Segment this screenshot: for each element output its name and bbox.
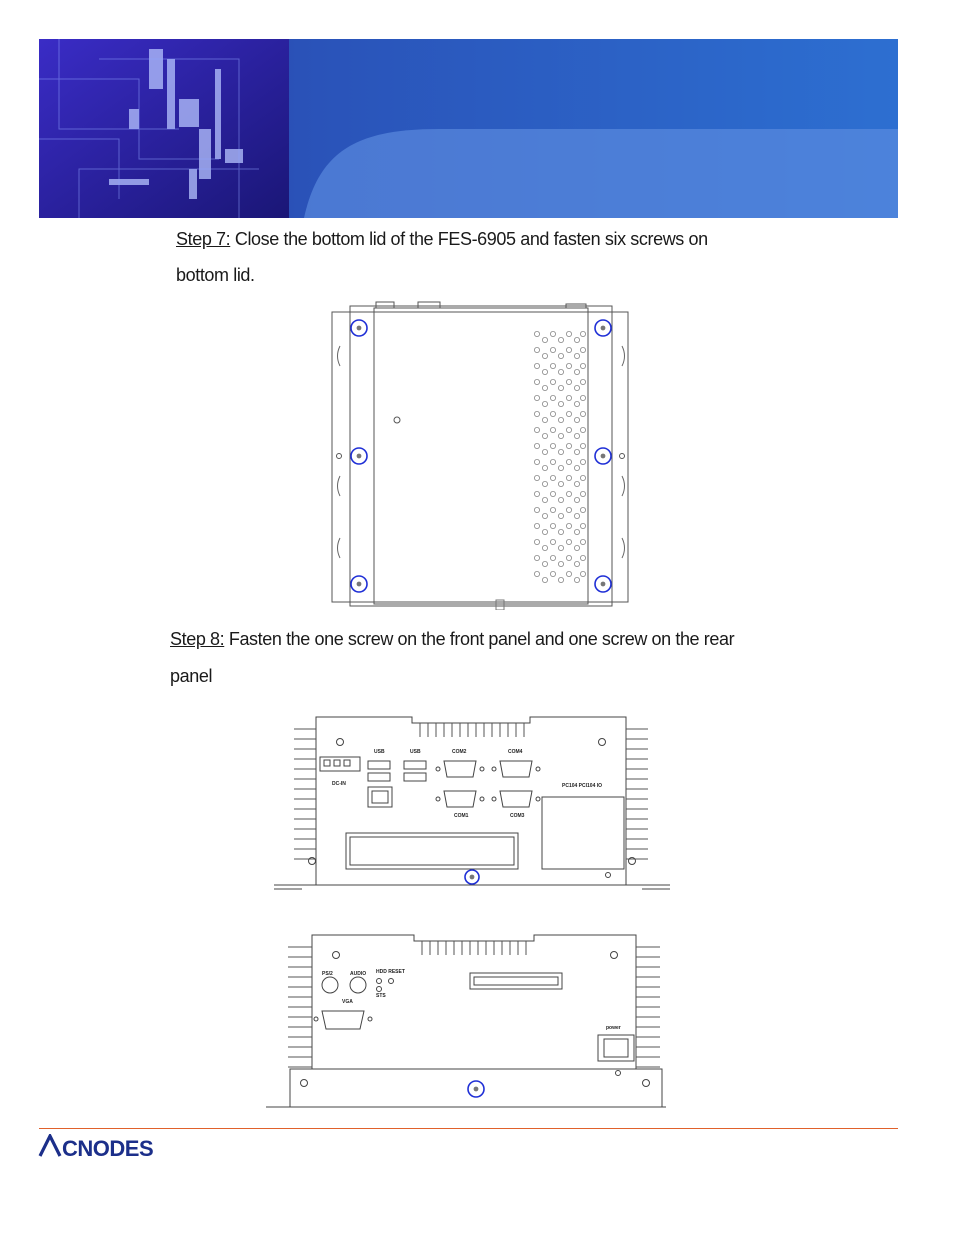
front-panel-figure <box>272 713 672 898</box>
com1-label: COM1 <box>454 813 469 819</box>
step8-instruction: Fasten the one screw on the front panel and one screw on the rear <box>224 629 735 649</box>
com4-label: COM4 <box>508 749 523 755</box>
step8-label: Step 8: <box>170 629 225 649</box>
circuit-board-banner-image <box>39 39 898 218</box>
vga-label: VGA <box>342 999 353 1005</box>
hdd-reset-label: HDD RESET <box>376 969 405 975</box>
step7-text <box>176 230 708 248</box>
acnodes-logo-mark <box>38 1134 198 1160</box>
svg-text:CNODES: CNODES <box>62 1136 154 1160</box>
dcin-label: DC-IN <box>332 781 346 787</box>
sts-label: STS <box>376 993 386 999</box>
step7-text-cont: bottom lid. <box>176 265 255 285</box>
expansion-label: PC104 PCI104 IO <box>562 783 603 789</box>
rear-panel-figure <box>264 931 668 1121</box>
step7-instruction: Close the bottom lid of the FES-6905 and fasten six screws on <box>230 229 708 249</box>
ps2-label: PS/2 <box>322 971 333 977</box>
bottom-lid-figure <box>330 298 632 615</box>
step8-text-cont: panel <box>170 666 213 686</box>
header-banner <box>39 39 898 218</box>
usb2-label: USB <box>410 749 421 755</box>
usb1-label: USB <box>374 749 385 755</box>
step7-label: Step 7: <box>176 229 231 249</box>
audio-label: AUDIO <box>350 971 367 977</box>
acnodes-logo <box>38 1134 198 1165</box>
com3-label: COM3 <box>510 813 525 819</box>
power-label: power <box>606 1025 621 1031</box>
screw-highlights <box>351 320 611 592</box>
com2-label: COM2 <box>452 749 467 755</box>
footer-rule <box>39 1128 898 1129</box>
step8-text <box>170 630 734 648</box>
